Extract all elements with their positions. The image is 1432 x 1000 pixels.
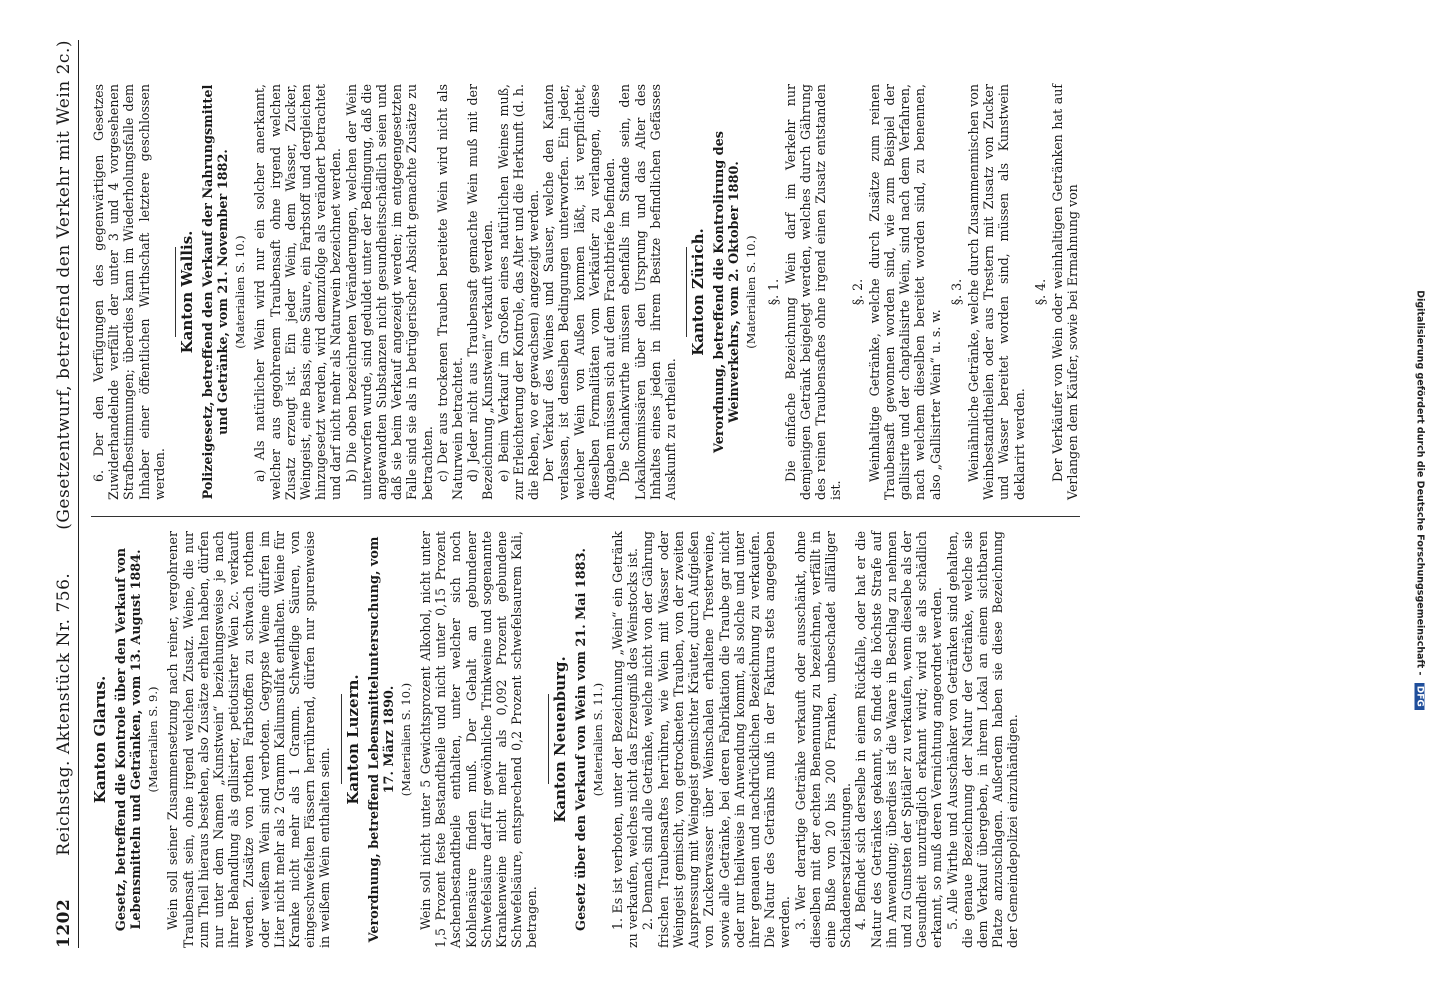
section-number: §. 1. [765,278,781,306]
paragraph: 4. Befindet sich derselbe in einem Rückfalle, oder hat er die Natur des Getränkes gekannt, so findet die höchste Strafe auf ihn Anwendung; überdies ist die Waare in Beschlag zu nehmen und zu Gunsten der Spitäler zu verkaufen, wenn dieselbe als der Gesundheit unzuträglich erkannt wird; wird sie als schädlich erkannt, so muß deren Vernichtung angeordnet werden. [853,531,945,948]
paragraph: Der Verkäufer von Wein oder weinhaltigen Getränken hat auf Verlangen dem Käufer, sowie bei Ermahnung von [1049,84,1081,500]
paragraph: Der Verkauf des Weines und Sauser, welche den Kanton verlassen, ist denselben Bedingungen unterworfen. Ein jeder, welcher Wein von Außen kommen läßt, ist verpflichtet, dieselben Formalitäten vom Verkäufer zu verlangen, diese Angaben müssen sich auf dem Frachtbriefe befinden. [541,84,618,500]
page-number: 1202 [54,898,74,948]
credit-line [1415,10,1426,990]
law-title: Verordnung, betreffend Lebensmitteluntersuchung, vom 17. März 1890. [366,536,397,943]
paragraph: 2. Dennach sind alle Getränke, welche nicht von der Gährung frischen Traubensaftes herrühren, wie Wein mit Wasser oder Weingeist gemischt, von getrockneten Trauben, von der zweiten Auspressung mit Weingeist gemischter Kräuter, durch Aufgießen von Zuckerwasser über Weinschalen erhaltene Tresterweine, sowie alle Getränke, bei deren Fabrikation die Traube gar nicht oder nur theilweise in Anwendung kommt, als solche und unter ihrer genauen und nachdrücklichen Bezeichnung zu verkaufen. Die Natur des Getränks muß in der Faktura stets angegeben werden. [640,531,793,948]
section-luzern [343,531,540,948]
paragraph: Wein soll nicht unter 5 Gewichtsprozent Alkohol, nicht unter 1,5 Prozent feste Bestandtheile und nicht unter 0,15 Prozent Aschenbestandtheile enthalten, unter welcher sich noch Kohlensäure finden muß. Der Gehalt an gebundener Schwefelsäure darf für gewöhnliche Trinkweine und sogenannte Krankenweine nicht mehr als 0,092 Prozent gebundene Schwefelsäure, entsprechend 0,2 Prozent schwefelsaurem Kali, betragen. [418,531,540,948]
separator-rule [341,695,342,785]
materials-reference: (Materialien S. 9.) [146,686,161,793]
paragraph: 6. Der den Verfügungen des gegenwärtigen Gesetzes Zuwiderhandelnde verfällt der unter 3 und 4 vorgesehenen Strafbestimmungen; überdies kann im Wiederholungsfalle dem Inhaber einer öffentlichen Wirthschaft letztere geschlossen werden. [91,84,167,500]
right-column [91,84,1080,516]
law-title: Polizeigesetz, betreffend den Verkauf der Nahrungsmittel und Getränke, vom 21. November 1882. [201,84,232,500]
paragraph: d) Jeder nicht aus Traubensaft gemachte Wein muß mit der Bezeichnung „Kunstwein“ verkauft werden. [465,84,496,500]
section-zuerich [691,84,1080,500]
separator-rule [175,247,176,337]
running-head-left: Reichstag. Aktenstück Nr. 756. [54,572,74,856]
paragraph: e) Beim Verkauf im Großen eines natürlichen Weines muß, zur Erleichterung der Kontrole, das Alter und die Herkunft (d. h. die Reben, wo er gewachsen) angezeigt werden. [495,84,542,500]
separator-rule [548,695,549,785]
materials-reference: (Materialien S. 10.) [233,235,248,349]
section-number: §. 3. [948,278,964,306]
digitization-credit [1408,0,1432,1000]
canton-heading: Kanton Glarus. [91,675,109,804]
paragraph: 5. Alle Wirthe und Ausschänker von Getränken sind gehalten, die genaue Bezeichnung der Natur der Getränke, welche sie dem Verkauf übergeben, in ihrem Lokal an einem sichtbaren Platze anzuschlagen. Außerdem haben sie diese Bezeichnung der Gemeindepolizei einzuhändigen. [944,531,1021,948]
section-number: §. 4. [1032,278,1048,306]
paragraph: b) Die oben bezeichneten Veränderungen, welchen der Wein unterworfen wurde, sind geduldet unter der Bedingung, daß die angewandten Substanzen nicht gesundheitsschädlich seien und daß sie beim Verkauf angezeigt werden; im entgegengesetzten Falle sind sie als in betrügerischer Absicht gemachte Zusätze zu betrachten. [343,84,435,500]
section-glarus [93,531,333,948]
left-column [91,516,1080,948]
materials-reference: (Materialien S. 10.) [398,682,413,797]
paragraph: 1. Es ist verboten, unter der Bezeichnung „Wein“ ein Getränk zu verkaufen, welches nicht das Erzeugniß des Weinstocks ist. [610,531,641,948]
credit-text: Digitalisierung gefördert durch die Deutsche Forschungsgemeinschaft - [1414,290,1426,676]
section-neuenburg [550,531,1021,948]
section-wallis [180,84,678,500]
law-title: Gesetz über den Verkauf von Wein vom 21. Mai 1883. [573,548,589,931]
paragraph: Wein soll seiner Zusammensetzung nach reiner, vergohrener Traubensaft sein, ohne irgend welchen Zusatz. Weine, die nur zum Theil hieraus bestehen, also Zusätze erhalten haben, dürfen nur unter dem Namen „Kunstwein“ beziehungsweise je nach ihrer Behandlung als gallisirter, petiotisirter Wein 2c. verkauft werden. Zusätze von rothen Farbstoffen zu schwach rothem oder weißem Wein sind verboten. Gegypste Weine dürfen im Liter nicht mehr als 2 Gramm Kaliumsulfat enthalten. Weine für Kranke nicht mehr als 1 Gramm. Schweflige Säuren, von eingeschwefelten Fässern herrührend, dürfen nur spurenweise in weißem Wein enthalten sein. [165,531,333,948]
text-columns [91,40,1080,948]
dfg-logo: DFG [1415,683,1425,710]
paragraph: Die Schankwirthe müssen ebenfalls im Stande sein, den Lokalkommissären über den Ursprung und das Alter des Inhaltes eines jeden in ihrem Besitze befindlichen Gefässes Auskunft zu ertheilen. [617,84,678,500]
section-number: §. 2. [849,278,865,306]
canton-heading: Kanton Neuenburg. [550,656,569,823]
paragraph: 3. Wer derartige Getränke verkauft oder ausschänkt, ohne dieselben mit der echten Benennung zu bezeichnen, verfällt in eine Buße von 20 bis 200 Franken, unbeschadet allfälliger Schadenersatzleistungen. [792,531,854,948]
paragraph: Weinähnliche Getränke, welche durch Zusammenmischen von Weinbestandtheilen oder aus Trestern mit Zusatz von Zucker und Wasser bereitet worden sind, müssen als Kunstwein deklarirt werden. [965,84,1027,500]
running-head [54,40,79,948]
canton-heading: Kanton Zürich. [689,228,708,356]
canton-heading: Kanton Wallis. [178,230,197,354]
paragraph: Weinhaltige Getränke, welche durch Zusätze zum reinen Traubensaft gewonnen worden sind, wie zum Beispiel der gallisirte und der chaptalisirte Wein, sind nach dem Verfahren, nach welchem dieselben bereitet worden sind, zu benennen, also „Gallisirter Wein“ u. s. w. [866,84,943,500]
running-head-right: (Gesetzentwurf, betreffend den Verkehr mit Wein 2c.) [54,40,74,530]
paragraph: Die einfache Bezeichnung Wein darf im Verkehr nur demjenigen Getränk beigelegt werden, welches durch Gährung des reinen Traubensaftes ohne irgend einen Zusatz entstanden ist. [782,84,844,500]
paragraph: a) Als natürlicher Wein wird nur ein solcher anerkannt, welcher aus gegohrenem Traubensaft ohne irgend welchen Zusatz erzeugt ist. Ein jeder Wein, dem Wasser, Zucker, Weingeist, eine Basis, eine Säure, ein Farbstoff und dergleichen hinzugesetzt werden, wird demzufolge als verändert betrachtet und darf nicht mehr als Naturwein bezeichnet werden. [252,84,344,500]
separator-rule [686,247,687,337]
law-title: Gesetz, betreffend die Kontrole über den Verkauf von Lebensmitteln und Getränken, vom 13. August 1884. [114,547,145,932]
paragraph: c) Der aus trockenen Trauben bereitete Wein wird nicht als Naturwein betrachtet. [434,84,466,500]
law-title: Verordnung, betreffend die Kontrolirung des Weinverkehrs, vom 2. Oktober 1880. [712,131,743,453]
canton-heading: Kanton Luzern. [343,674,362,805]
materials-reference: (Materialien S. 10.) [744,235,759,349]
materials-reference: (Materialien S. 11.) [590,682,605,797]
